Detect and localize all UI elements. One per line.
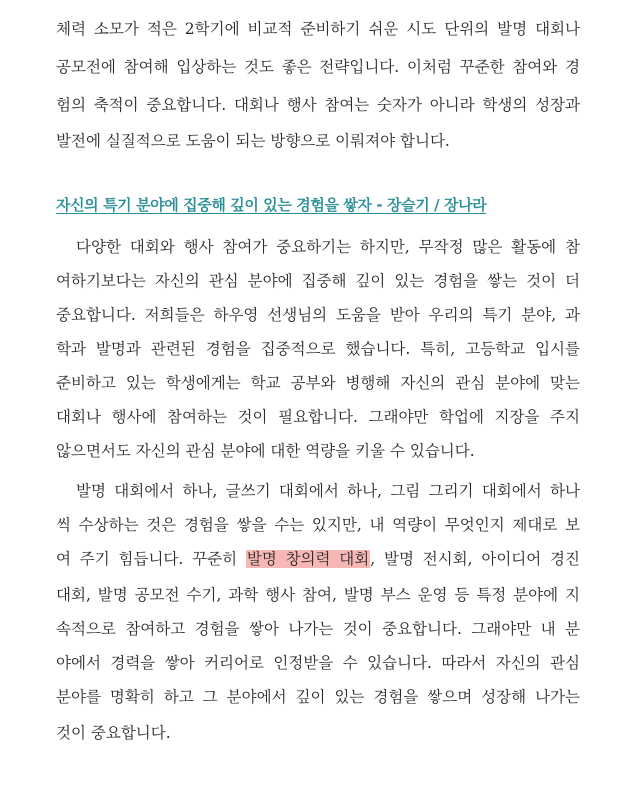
highlighted-phrase: 발명 창의력 대회 [246, 550, 370, 568]
body-text-line: 씩 수상하는 것은 경험을 쌓을 수는 있지만, 내 역량이 무엇인지 제대로 보 [56, 516, 580, 534]
body-text-line: 것이 중요합니다. [56, 724, 171, 742]
body-text-line: 야에서 경력을 쌓아 커리어로 인정받을 수 있습니다. 따라서 자신의 관심 [56, 654, 580, 672]
body-text-line: 대회나 행사에 참여하는 것이 필요합니다. 그래야만 학업에 지장을 주지 [56, 408, 580, 426]
body-text-line: 발전에 실질적으로 도움이 되는 방향으로 이뤄져야 합니다. [56, 132, 450, 150]
text-segment: , 발명 전시회, 아이디어 경진 [370, 550, 580, 568]
body-text-line: 다양한 대회와 행사 참여가 중요하기는 하지만, 무작정 많은 활동에 참 [76, 238, 580, 256]
body-text-line: 발명 대회에서 하나, 글쓰기 대회에서 하나, 그림 그리기 대회에서 하나 [76, 482, 580, 500]
body-text-line: 않으면서도 자신의 관심 분야에 대한 역량을 키울 수 있습니다. [56, 442, 475, 460]
body-text-line: 준비하고 있는 학생에게는 학교 공부와 병행해 자신의 관심 분야에 맞는 [56, 374, 580, 392]
body-text-line: 대회, 발명 공모전 수기, 과학 행사 참여, 발명 부스 운영 등 특정 분야에 지 [56, 586, 580, 604]
text-segment: 여 주기 힘듭니다. 꾸준히 [56, 550, 246, 568]
body-text-line: 중요합니다. 저희들은 하우영 선생님의 도움을 받아 우리의 특기 분야, 과 [56, 306, 580, 324]
body-text-line-with-highlight [56, 548, 580, 570]
body-text-line: 험의 축적이 중요합니다. 대회나 행사 참여는 숫자가 아니라 학생의 성장과 [56, 96, 580, 114]
body-text-line: 학과 발명과 관련된 경험을 집중적으로 했습니다. 특히, 고등학교 입시를 [56, 340, 580, 358]
body-text-line: 체력 소모가 적은 2학기에 비교적 준비하기 쉬운 시도 단위의 발명 대회나 [56, 20, 580, 38]
body-text-line: 공모전에 참여해 입상하는 것도 좋은 전략입니다. 이처럼 꾸준한 참여와 경 [56, 58, 580, 76]
body-text-line: 분야를 명확히 하고 그 분야에서 깊이 있는 경험을 쌓으며 성장해 나가는 [56, 688, 580, 706]
body-text-line: 여하기보다는 자신의 관심 분야에 집중해 깊이 있는 경험을 쌓는 것이 더 [56, 272, 580, 290]
body-text-line: 속적으로 참여하고 경험을 쌓아 나가는 것이 중요합니다. 그래야만 내 분 [56, 620, 580, 638]
section-heading: 자신의 특기 분야에 집중해 깊이 있는 경험을 쌓자 - 장슬기 / 장나라 [56, 196, 487, 214]
